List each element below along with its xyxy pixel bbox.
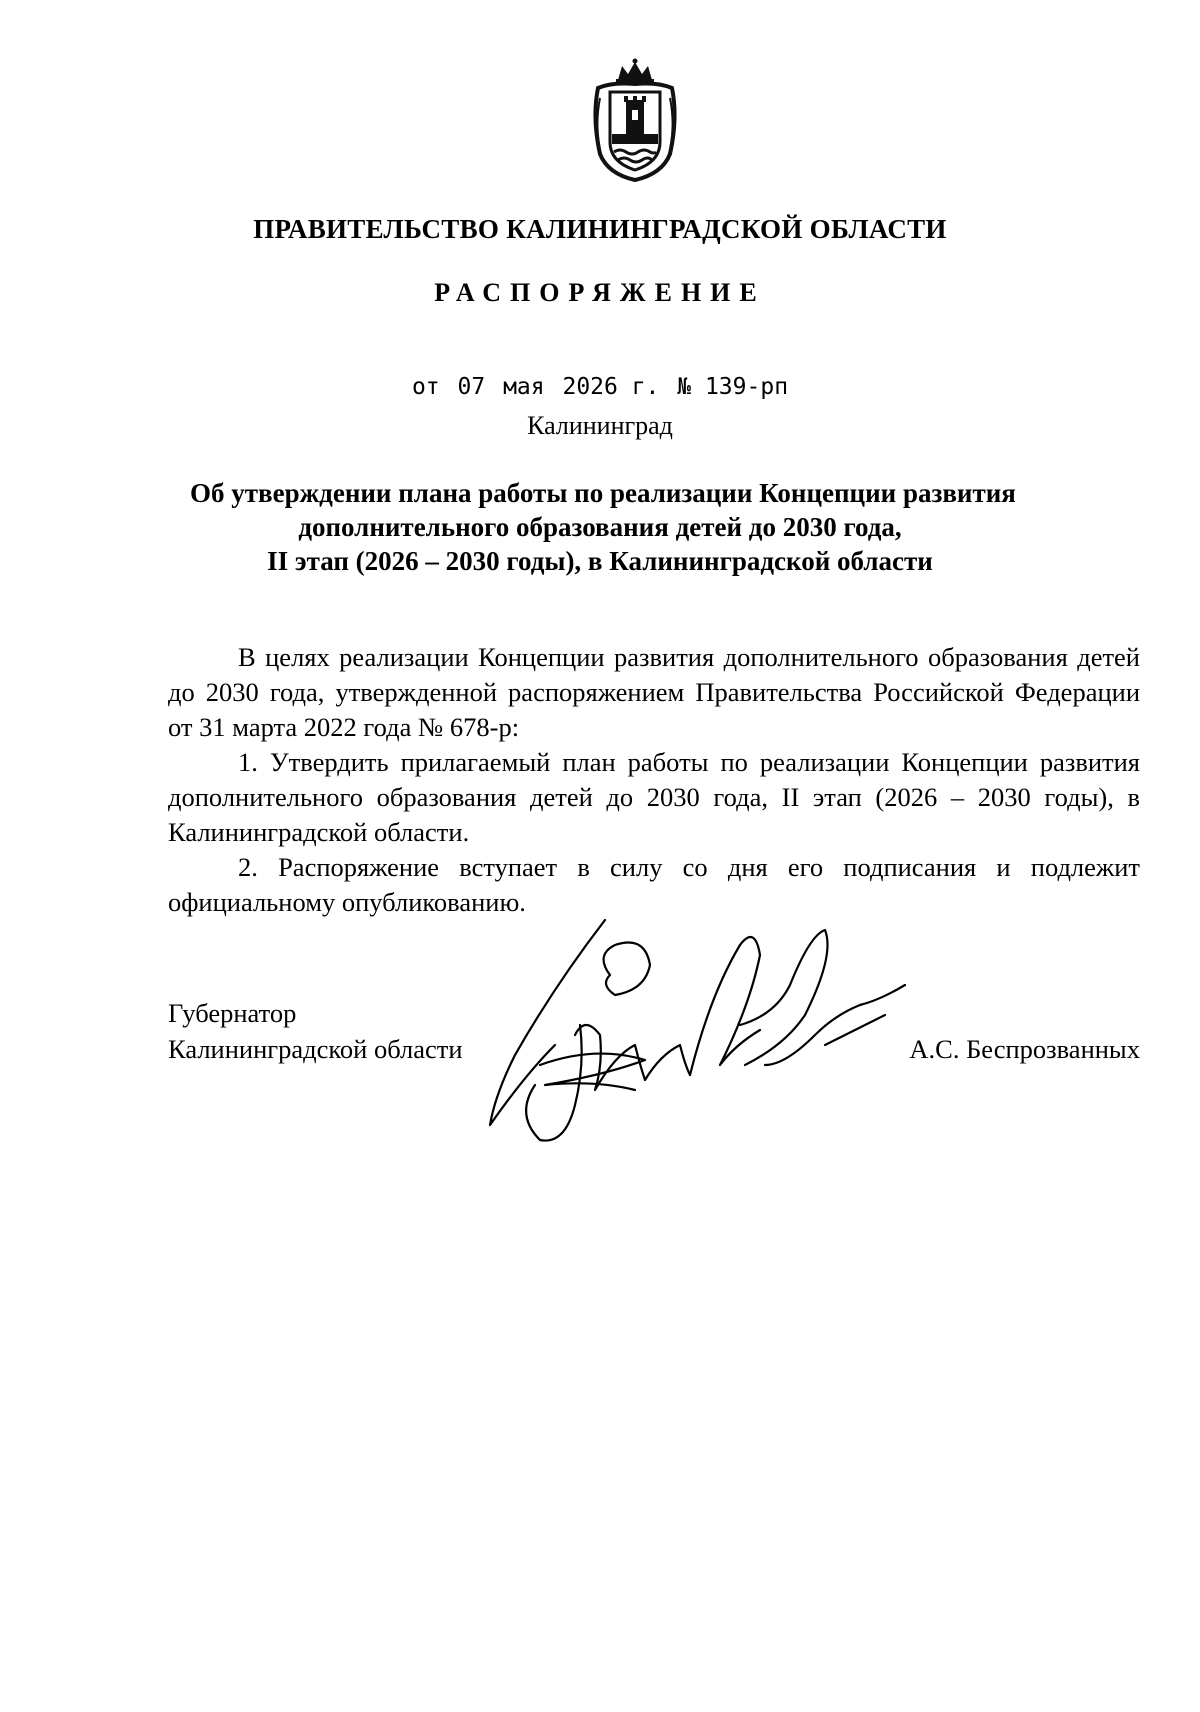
document-body <box>168 640 1140 920</box>
subject-line: Об утверждении плана работы по реализации Концепции развития <box>190 478 1016 508</box>
date-number-line <box>0 374 1200 400</box>
city: Калининград <box>527 411 673 440</box>
subject-line: дополнительного образования детей до 2030 года, <box>298 512 902 542</box>
date-year: 2026 г. <box>562 374 660 400</box>
body-paragraph-item-2: 2. Распоряжение вступает в силу со дня его подписания и подлежит официальному опубликованию. <box>168 852 1140 917</box>
date-prefix: от <box>411 374 440 400</box>
date-day: 07 <box>457 374 486 400</box>
document-number: № 139-рп <box>677 374 789 400</box>
body-paragraph-item-1: 1. Утвердить прилагаемый план работы по реализации Концепции развития дополнительного образования детей до 2030 года, II этап (2026 – 2030 годы), в Калининградской области. <box>168 747 1140 847</box>
document-subject <box>190 476 1016 578</box>
signatory-name: А.С. Беспрозванных <box>909 1034 1140 1064</box>
kaliningrad-coat-of-arms-icon <box>588 58 682 184</box>
date-month: мая <box>503 374 545 400</box>
handwritten-signature-icon <box>485 915 915 1145</box>
government-title: ПРАВИТЕЛЬСТВО КАЛИНИНГРАДСКОЙ ОБЛАСТИ <box>253 214 947 244</box>
subject-line: II этап (2026 – 2030 годы), в Калининградской области <box>267 546 933 576</box>
position-line: Губернатор <box>168 998 297 1028</box>
document-type: РАСПОРЯЖЕНИЕ <box>434 278 766 307</box>
position-line: Калининградской области <box>168 1034 463 1064</box>
body-paragraph-preamble: В целях реализации Концепции развития дополнительного образования детей до 2030 года, утвержденной распоряжением Правительства Российской Федерации от 31 марта 2022 года № 678-р: <box>168 642 1140 742</box>
signatory-position <box>168 995 463 1067</box>
